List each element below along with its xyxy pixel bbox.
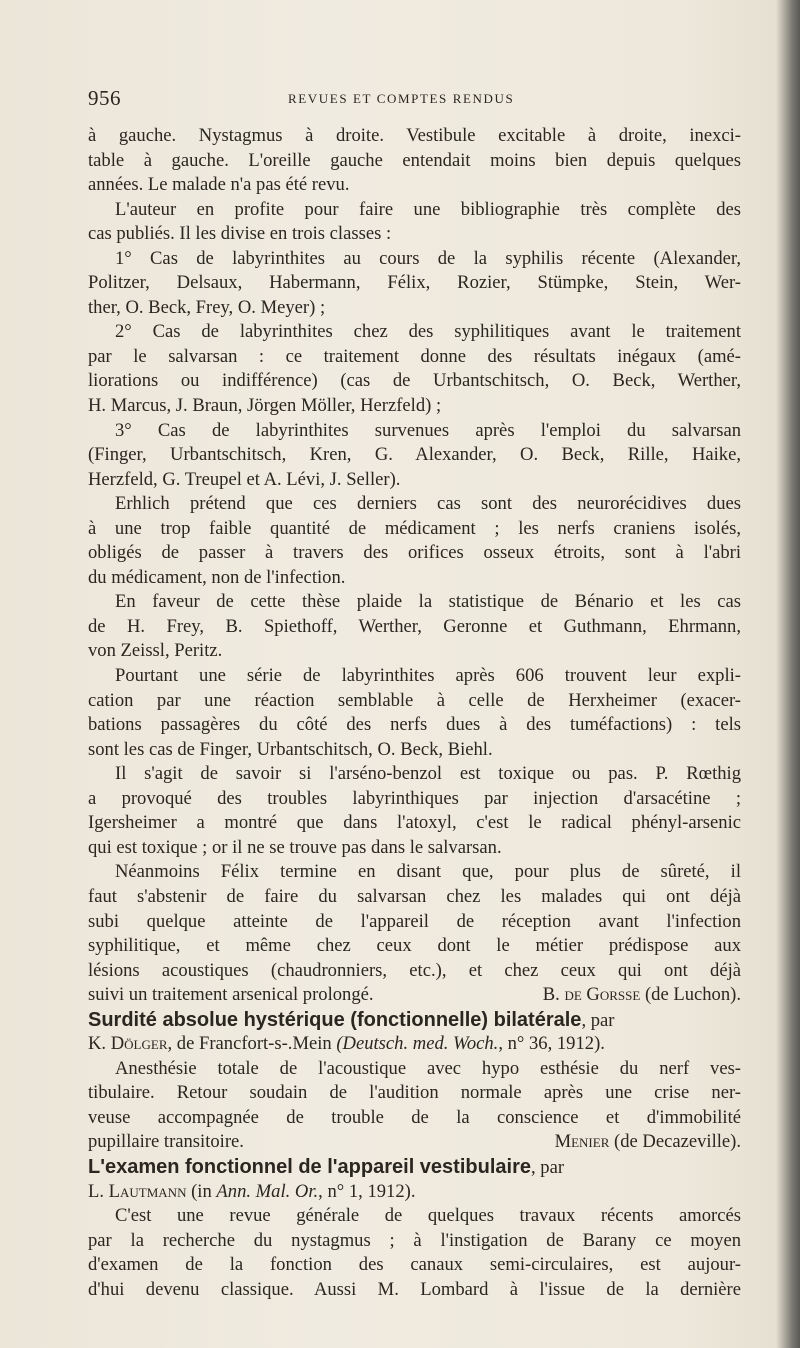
text-line: (Finger, Urbantschitsch, Kren, G. Alexander, O. Beck, Rille, Haike, — [88, 444, 741, 466]
text-line: sont les cas de Finger, Urbantschitsch, O. Beck, Biehl. — [88, 738, 493, 760]
text-line: Erhlich prétend que ces derniers cas sont des neurorécidives dues — [115, 493, 741, 515]
article-title-line: L'examen fonctionnel de l'appareil vestibulaire, par — [88, 1155, 565, 1178]
text-line: d'hui devenu classique. Aussi M. Lombard à l'issue de la dernière — [88, 1278, 741, 1300]
article-title-line: Surdité absolue hystérique (fonctionnelle) bilatérale, par — [88, 1008, 615, 1031]
journal-name: Ann. Mal. Or. — [216, 1180, 319, 1202]
text-line: liorations ou indifférence) (cas de Urbantschitsch, O. Beck, Werther, — [88, 370, 741, 392]
text-line: Igersheimer a montré que dans l'atoxyl, c'est le radical phényl-arsenic — [88, 812, 741, 834]
text-line: par le salvarsan : ce traitement donne des résultats inégaux (amé- — [88, 345, 741, 367]
text-line: En faveur de cette thèse plaide la statistique de Bénario et les cas — [115, 591, 741, 613]
text-line: Pourtant une série de labyrinthites après 606 trouvent leur expli- — [115, 665, 741, 687]
text-line: lésions acoustiques (chaudronniers, etc.), et chez ceux qui ont déjà — [88, 959, 741, 981]
text-line-with-signature — [88, 1130, 741, 1155]
text-line: obligés de passer à travers des orifices osseux étroits, sont à l'abri — [88, 542, 741, 564]
text-line: bations passagères du côté des nerfs dues à des tuméfactions) : tels — [88, 714, 741, 736]
page-header — [88, 86, 738, 110]
author-name: Lautmann — [108, 1180, 187, 1202]
text-line: von Zeissl, Peritz. — [88, 640, 223, 662]
text-line: Anesthésie totale de l'acoustique avec hypo esthésie du nerf ves- — [115, 1057, 741, 1079]
text-line: à une trop faible quantité de médicament ; les nerfs craniens isolés, — [88, 517, 741, 539]
body-text — [88, 124, 741, 1302]
journal-name: (Deutsch. med. Woch. — [336, 1033, 499, 1055]
article-title: L'examen fonctionnel de l'appareil vestibulaire — [88, 1155, 531, 1178]
text-line: C'est une revue générale de quelques travaux récents amorcés — [115, 1205, 741, 1227]
text-line: suivi un traitement arsenical prolongé. — [88, 984, 374, 1006]
text-line: Herzfeld, G. Treupel et A. Lévi, J. Seller). — [88, 468, 401, 490]
text-line: 1° Cas de labyrinthites au cours de la syphilis récente (Alexander, — [115, 247, 741, 269]
text-line: table à gauche. L'oreille gauche entendait moins bien depuis quelques — [88, 149, 741, 171]
text-line: faut s'abstenir de faire du salvarsan chez les malades qui ont déjà — [88, 885, 741, 907]
text-line: 3° Cas de labyrinthites survenues après l'emploi du salvarsan — [115, 419, 741, 441]
article-citation: K. Dölger, de Francfort-s-.Mein (Deutsch. med. Woch., n° 36, 1912). — [88, 1033, 605, 1055]
author-name: Dölger — [110, 1033, 168, 1055]
text-line: qui est toxique ; or il ne se trouve pas dans le salvarsan. — [88, 836, 502, 858]
text-line: cas publiés. Il les divise en trois classes : — [88, 223, 392, 245]
text-line-with-signature — [88, 983, 741, 1008]
text-line: subi quelque atteinte de l'appareil de réception avant l'infection — [88, 910, 741, 932]
text-line: de H. Frey, B. Spiethoff, Werther, Geronne et Guthmann, Ehrmann, — [88, 615, 741, 637]
page-number: 956 — [88, 86, 121, 110]
text-line: Il s'agit de savoir si l'arséno-benzol est toxique ou pas. P. Rœthig — [115, 763, 741, 785]
author-signature: Menier (de Decazeville). — [554, 1131, 741, 1153]
article-citation: L. Lautmann (in Ann. Mal. Or., n° 1, 1912). — [88, 1180, 416, 1202]
text-line: à gauche. Nystagmus à droite. Vestibule excitable à droite, inexci- — [88, 125, 741, 146]
text-line: années. Le malade n'a pas été revu. — [88, 174, 350, 196]
text-line: cation par une réaction semblable à celle de Herxheimer (exacer- — [88, 689, 741, 711]
running-title: REVUES ET COMPTES RENDUS — [288, 91, 515, 106]
text-line: tibulaire. Retour soudain de l'audition normale après une crise ner- — [88, 1082, 741, 1104]
text-line: par la recherche du nystagmus ; à l'instigation de Barany ce moyen — [88, 1229, 741, 1251]
text-line: pupillaire transitoire. — [88, 1131, 244, 1153]
text-line: L'auteur en profite pour faire une bibliographie très complète des — [115, 198, 741, 220]
text-line: H. Marcus, J. Braun, Jörgen Möller, Herzfeld) ; — [88, 395, 442, 417]
text-line: d'examen de la fonction des canaux semi-circulaires, est aujour- — [88, 1254, 741, 1276]
text-line: Politzer, Delsaux, Habermann, Félix, Rozier, Stümpke, Stein, Wer- — [88, 272, 741, 294]
text-line: 2° Cas de labyrinthites chez des syphilitiques avant le traitement — [115, 321, 741, 343]
text-line: veuse accompagnée de trouble de la conscience et d'immobilité — [88, 1106, 741, 1128]
author-signature: B. de Gorsse (de Luchon). — [542, 984, 741, 1006]
text-line: ther, O. Beck, Frey, O. Meyer) ; — [88, 296, 326, 318]
text-line: du médicament, non de l'infection. — [88, 566, 346, 588]
text-line: syphilitique, et même chez ceux dont le métier prédispose aux — [88, 935, 741, 957]
text-line: Néanmoins Félix termine en disant que, pour plus de sûreté, il — [115, 861, 741, 883]
text-line: a provoqué des troubles labyrinthiques par injection d'arsacétine ; — [88, 787, 741, 809]
article-title: Surdité absolue hystérique (fonctionnelle) bilatérale — [88, 1008, 582, 1031]
